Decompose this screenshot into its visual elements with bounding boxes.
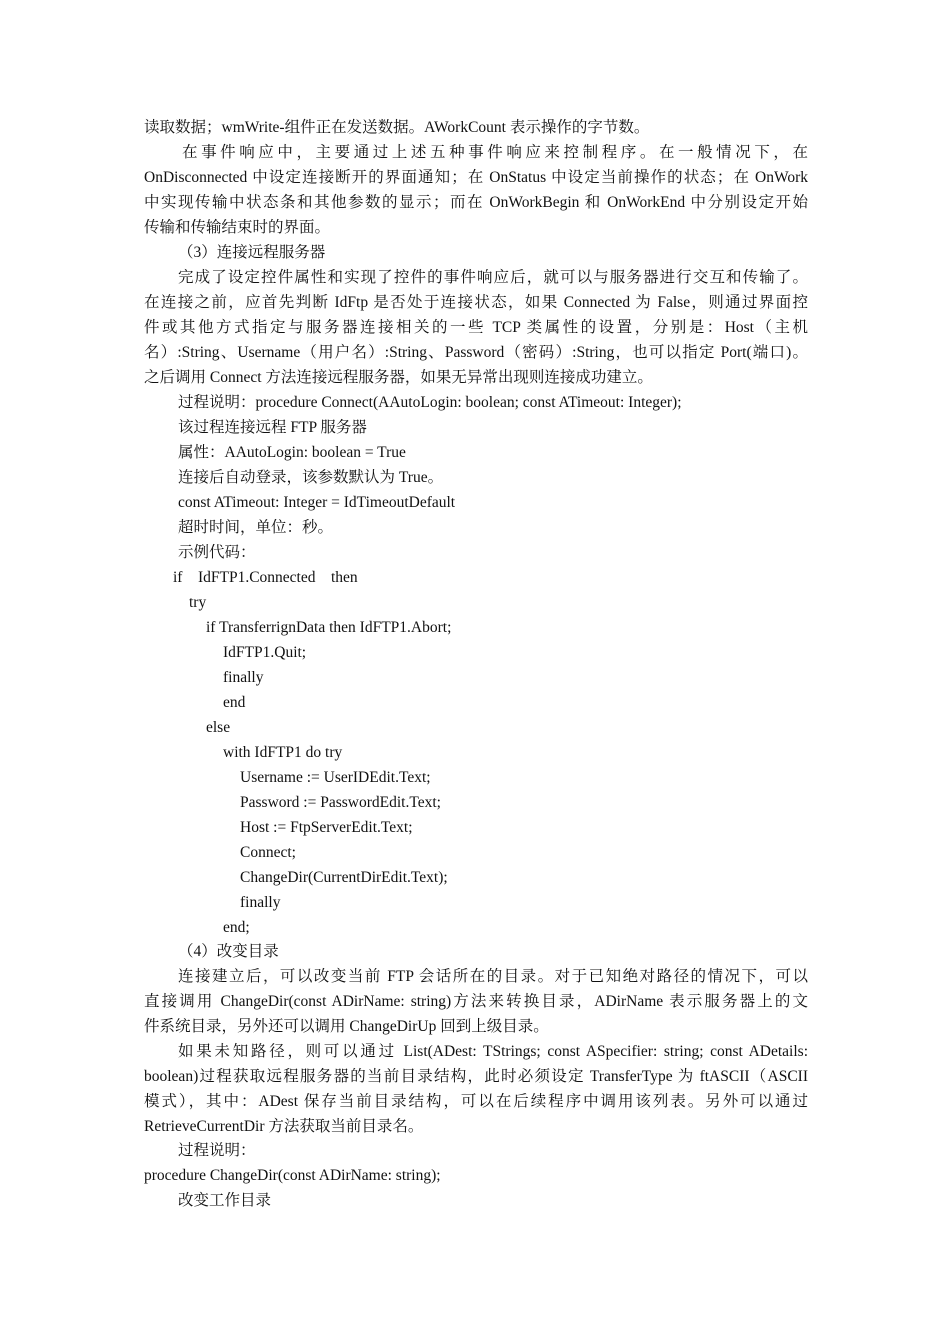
- code-line: finally: [223, 669, 264, 686]
- paragraph-line: RetrieveCurrentDir 方法获取当前目录名。: [144, 1118, 424, 1135]
- section-heading: （4）改变目录: [178, 943, 279, 960]
- paragraph-line: 传输和传输结束时的界面。: [144, 219, 331, 236]
- text-line: 属性：AAutoLogin: boolean = True: [178, 444, 406, 461]
- paragraph-line: 中实现传输中状态条和其他参数的显示；而在 OnWorkBegin 和 OnWorkEnd 中分别设定开始: [144, 194, 808, 211]
- paragraph-line: 件或其他方式指定与服务器连接相关的一些 TCP 类属性的设置，分别是：Host（主机: [144, 319, 808, 336]
- text-line: 示例代码：: [178, 544, 256, 561]
- code-line: ChangeDir(CurrentDirEdit.Text);: [240, 869, 448, 886]
- code-line: if TransferrignData then IdFTP1.Abort;: [206, 619, 452, 636]
- paragraph-line: 完成了设定控件属性和实现了控件的事件响应后，就可以与服务器进行交互和传输了。: [178, 269, 808, 286]
- paragraph-line: 在事件响应中，主要通过上述五种事件响应来控制程序。在一般情况下，在: [182, 144, 808, 161]
- code-line: if IdFTP1.Connected then: [173, 569, 358, 586]
- procedure-signature: procedure ChangeDir(const ADirName: string);: [144, 1167, 441, 1184]
- code-line: finally: [240, 894, 281, 911]
- paragraph-line: 名）:String、Username（用户名）:String、Password（密码）:String，也可以指定 Port(端口)。: [144, 344, 808, 361]
- text-line: 超时时间，单位：秒。: [178, 519, 334, 536]
- paragraph-line: 连接建立后，可以改变当前 FTP 会话所在的目录。对于已知绝对路径的情况下，可以: [178, 968, 808, 985]
- paragraph-line: boolean)过程获取远程服务器的当前目录结构，此时必须设定 TransferType 为 ftASCII（ASCII: [144, 1068, 808, 1085]
- code-line: Username := UserIDEdit.Text;: [240, 769, 431, 786]
- text-line: 过程说明：: [178, 1142, 256, 1159]
- code-line: Connect;: [240, 844, 296, 861]
- paragraph-line: OnDisconnected 中设定连接断开的界面通知；在 OnStatus 中设定当前操作的状态；在 OnWork: [144, 169, 808, 186]
- paragraph-line: 如果未知路径，则可以通过 List(ADest: TStrings; const ASpecifier: string; const ADetails:: [178, 1043, 808, 1060]
- code-line: with IdFTP1 do try: [223, 744, 343, 761]
- procedure-signature: 过程说明：procedure Connect(AAutoLogin: boolean; const ATimeout: Integer);: [178, 394, 682, 411]
- code-line: else: [206, 719, 231, 736]
- text-line: 改变工作目录: [178, 1192, 272, 1209]
- text-line: const ATimeout: Integer = IdTimeoutDefault: [178, 494, 456, 511]
- text-line: 该过程连接远程 FTP 服务器: [178, 419, 367, 436]
- section-heading: （3）连接远程服务器: [178, 244, 326, 261]
- paragraph-line: 在连接之前，应首先判断 IdFtp 是否处于连接状态，如果 Connected 为 False，则通过界面控: [144, 294, 808, 311]
- code-line: Host := FtpServerEdit.Text;: [240, 819, 413, 836]
- text-line: 读取数据；wmWrite-组件正在发送数据。AWorkCount 表示操作的字节数。: [144, 119, 650, 136]
- paragraph-line: 直接调用 ChangeDir(const ADirName: string)方法来转换目录，ADirName 表示服务器上的文: [144, 993, 808, 1010]
- code-line: try: [189, 594, 207, 611]
- paragraph-line: 模式），其中：ADest 保存当前目录结构，可以在后续程序中调用该列表。另外可以通过: [144, 1093, 808, 1110]
- code-line: end;: [223, 919, 250, 936]
- text-line: 连接后自动登录，该参数默认为 True。: [178, 469, 444, 486]
- paragraph-line: 件系统目录，另外还可以调用 ChangeDirUp 回到上级目录。: [144, 1018, 549, 1035]
- code-line: IdFTP1.Quit;: [223, 644, 307, 661]
- paragraph-line: 之后调用 Connect 方法连接远程服务器，如果无异常出现则连接成功建立。: [144, 369, 653, 386]
- code-line: Password := PasswordEdit.Text;: [240, 794, 441, 811]
- code-line: end: [223, 694, 246, 711]
